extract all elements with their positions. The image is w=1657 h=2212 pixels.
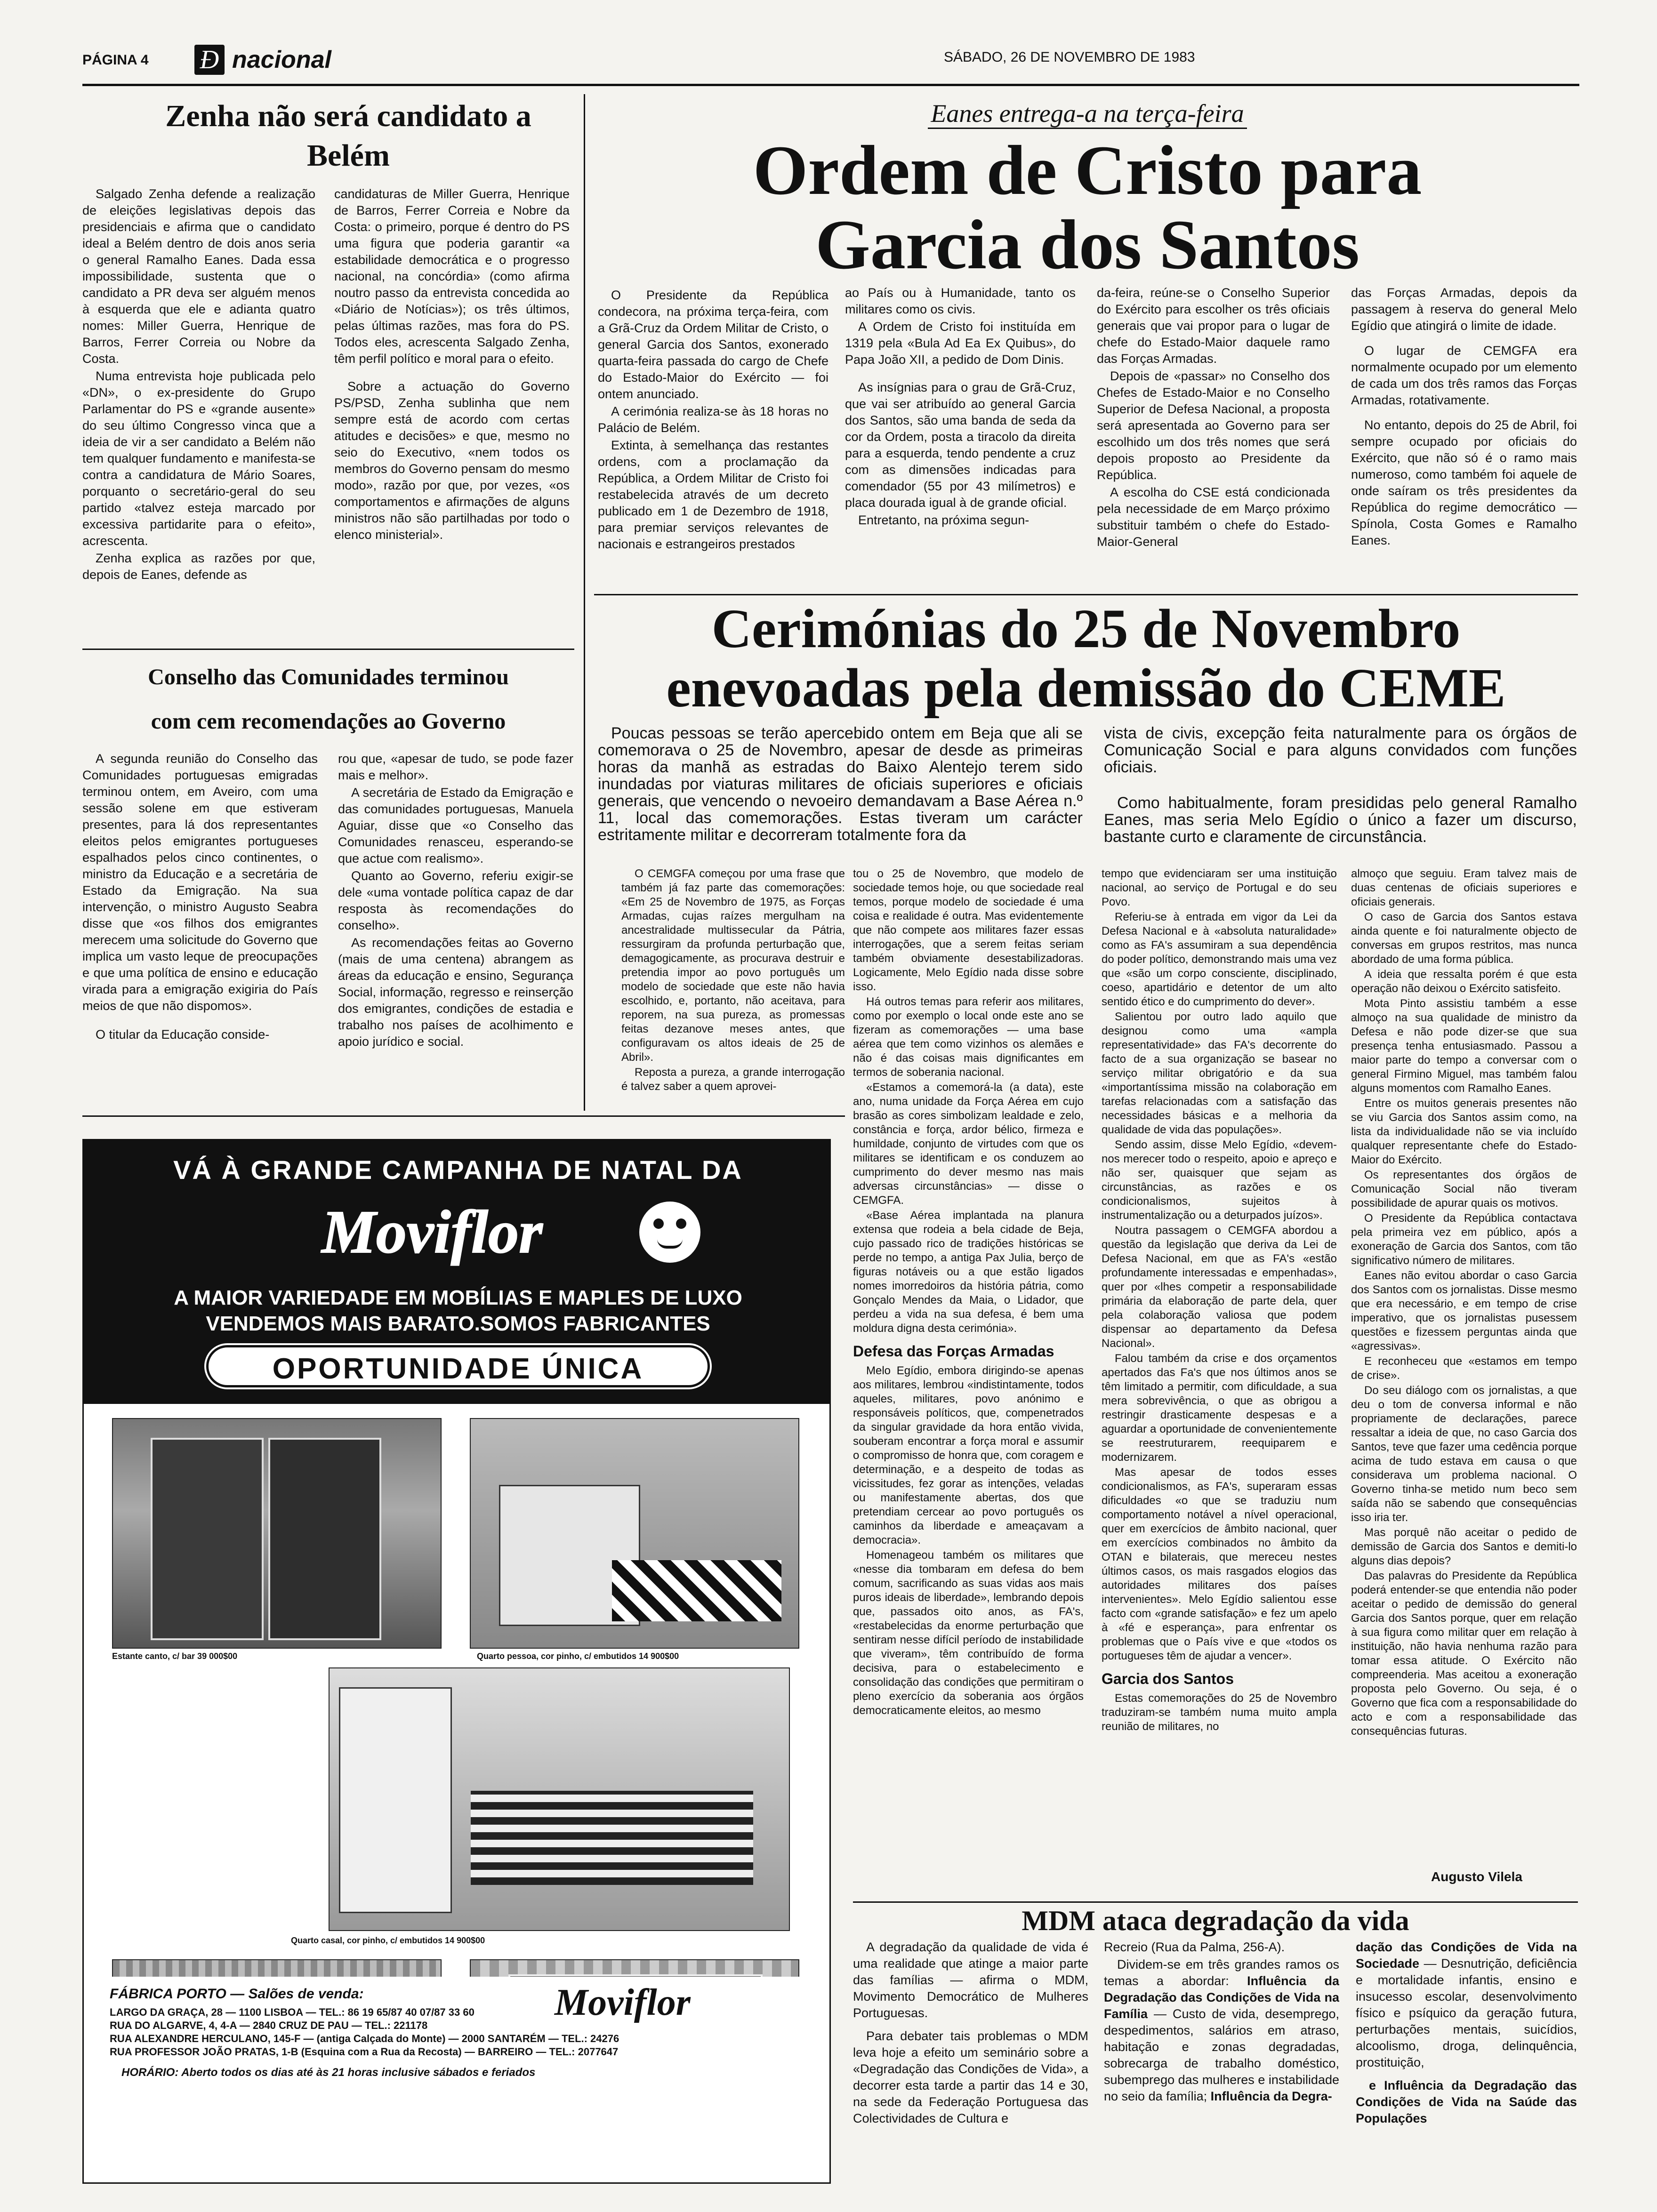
ordem-col-2 bbox=[845, 285, 1076, 588]
theme-2-cont: dação das Condições de Vida na Sociedade bbox=[1356, 1940, 1577, 1971]
address: RUA ALEXANDRE HERCULANO, 145-F — (antiga Calçada do Monte) — 2000 SANTARÉM — TEL.: 24276 bbox=[110, 2033, 619, 2044]
zenha-divider bbox=[82, 649, 574, 650]
paragraph: A secretária de Estado da Emigração e das comunidades portuguesas, Manuela Aguiar, disse que «o Conselho das Comunidades renasceu, esperando-se que actue com realismo». bbox=[338, 785, 573, 866]
zenha-title: Zenha não será candidato a Belém bbox=[165, 99, 531, 173]
conselho-col-1 bbox=[82, 751, 318, 1099]
paragraph: da-feira, reúne-se o Conselho Superior do Exército para escolher os três oficiais generais que vai propor para o lugar de chefe do Estado-Maior daquele ramo das Forças Armadas. bbox=[1097, 286, 1330, 366]
paragraph bbox=[1356, 1939, 1577, 2071]
address-list bbox=[110, 2006, 816, 2059]
masthead bbox=[82, 45, 1579, 82]
lead-paragraph: Poucas pessoas se terão apercebido ontem em Beja que ali se comemorava o 25 de Novembro, apesar de desde as primeiras horas da manhã as estradas do Baixo Alentejo terem sido inundadas por viaturas militares de oficiais superiores e oficiais generais, que vencendo o nevoeiro demandavam a Base Aérea n.º 11, local das comemorações. Estas tiveram um carácter estritamente militar e decorreram totalmente fora da bbox=[598, 725, 1083, 844]
factory-title: FÁBRICA PORTO — Salões de venda: bbox=[110, 1986, 364, 2002]
theme-2: Influência da Degra- bbox=[1210, 2089, 1332, 2103]
mdm-title bbox=[853, 1904, 1578, 1937]
horario: HORÁRIO: Aberto todos os dias até às 21 horas inclusive sábados e feriados bbox=[121, 2066, 536, 2079]
cerimonias-title-2: enevoadas pela demissão do CEME bbox=[666, 657, 1506, 719]
paragraph: Salientou por outro lado aquilo que designou como uma «ampla representatividade» das FA's decorrente do facto de a sua organização se basear no serviço militar obrigatório e da sua «importantíssima missão na colaboração em tarefas relacionadas com a satisfação das necessidades básicas e a melhoria da qualidade de vida das populações». bbox=[1102, 1010, 1337, 1136]
subhead-defesa: Defesa das Forças Armadas bbox=[853, 1343, 1054, 1360]
lead-paragraph: vista de civis, excepção feita naturalmente para os órgãos de Comunicação Social e para alguns convidados com funções oficiais. bbox=[1104, 725, 1577, 776]
photo-estante-canto bbox=[112, 1418, 442, 1649]
cerimonias-lead-right bbox=[1104, 725, 1577, 864]
cerimonias-col-1 bbox=[621, 867, 845, 1112]
paragraph bbox=[1104, 1956, 1339, 2105]
section-name: nacional bbox=[232, 46, 331, 73]
mdm-title-bold: MDM bbox=[1022, 1905, 1095, 1936]
mdm-col-3 bbox=[1356, 1939, 1577, 2203]
paragraph: e Influência da Degradação das Condições de Vida na Saúde das Populações bbox=[1356, 2078, 1577, 2125]
text: — Custo de vida, desemprego, despedimentos, salários em atraso, habitação e zonas degradadas, sobrecarga de trabalho doméstico, subemprego das mulheres e instabilidade no seio da família; bbox=[1104, 2007, 1339, 2103]
kicker-text: Eanes entrega-a na terça-feira bbox=[928, 99, 1247, 129]
paragraph: Numa entrevista hoje publicada pelo «DN», o ex-presidente do Grupo Parlamentar do PS e «grande ausente» do seu último Congresso vinca que a ideia de vir a ser candidato a Belém não tem qualquer fundamento e manifesta-se contra a candidatura de Mário Soares, porquanto o secretário-geral do seu partido «talvez esteja marcado por excessiva partidarite para o efeito», acrescenta. bbox=[82, 369, 315, 548]
cerimonias-col-2 bbox=[853, 867, 1084, 1902]
paragraph: O lugar de CEMGFA era normalmente ocupado por um elemento de cada um dos três ramos das Forças Armadas, rotativamente. bbox=[1351, 344, 1577, 407]
oportunidade-text: OPORTUNIDADE ÚNICA bbox=[272, 1353, 644, 1385]
ad-footer bbox=[84, 1977, 829, 2182]
paragraph: Depois de «passar» no Conselho dos Chefes de Estado-Maior e no Conselho Superior de Defesa Nacional, a proposta será apresentada ao Governo para ser escolhido um dos três nomes que será depois proposto ao Presidente da República. bbox=[1097, 369, 1330, 482]
address: LARGO DA GRAÇA, 28 — 1100 LISBOA — TEL.: 86 19 65/87 40 07/87 33 60 bbox=[110, 2006, 475, 2018]
mdm-col-2 bbox=[1104, 1939, 1339, 2203]
caption: Quarto pessoa, cor pinho, c/ embutidos 14 900$00 bbox=[477, 1651, 679, 1661]
paragraph: As insígnias para o grau de Grã-Cruz, que vai ser atribuído ao general Garcia dos Santos, são uma banda de seda da cor da Ordem, posta a tiracolo da direita para a esquerda, tendo pendente a cruz com as dimensões indicadas para comendador (55 por 43 milímetros) e placa dourada igual à de grande oficial. bbox=[845, 380, 1076, 510]
paragraph: Estas comemorações do 25 de Novembro traduziram-se também numa muito ampla reunião de militares, no bbox=[1102, 1692, 1337, 1733]
paragraph: E reconheceu que «estamos em tempo de crise». bbox=[1351, 1355, 1577, 1382]
mdm-title-rest: ataca degradação da vida bbox=[1095, 1905, 1409, 1936]
ad-banner: VÁ À GRANDE CAMPANHA DE NATAL DA bbox=[173, 1155, 743, 1185]
paragraph: Melo Egídio, embora dirigindo-se apenas aos militares, lembrou «indistintamente, todos aqueles, militares, povo anónimo e responsáveis políticos, que, compenetrados da singular gravidade da hora então vivida, souberam encontrar a força moral e assumir o compromisso de honra que, com coragem e determinação, e a despeito de todas as vicissitudes, fez gorar as intenções, veladas ou manifestamente abertas, dos que pretendiam cercear ao povo português os caminhos da liberdade e ameaçavam a democracia». bbox=[853, 1364, 1084, 1547]
masthead-rule bbox=[82, 84, 1579, 86]
paragraph: almoço que seguiu. Eram talvez mais de duas centenas de oficiais superiores e oficiais generais. bbox=[1351, 867, 1577, 908]
paragraph: «Base Aérea implantada na planura extensa que rodeia a bela cidade de Beja, cujo passado rico de tradições históricas se perde no tempo, a antiga Pax Julia, berço de figuras notáveis ou a que estão ligados nomes imorredoiros da história pátria, como Gonçalo Mendes da Maia, o Lidador, que perdeu a vida na sua defesa, é bem uma moldura digna desta cerimónia». bbox=[853, 1209, 1084, 1335]
paragraph: Entre os muitos generais presentes não se viu Garcia dos Santos assim como, na lista da individualidade não se via incluído qualquer representante chefe do Estado-Maior do Exército. bbox=[1351, 1097, 1577, 1166]
paragraph: Eanes não evitou abordar o caso Garcia dos Santos com os jornalistas. Disse mesmo que era necessário, e em tempo de crise imperativo, que os jornalistas pusessem questões e fizessem perguntas ainda que «agressivas». bbox=[1351, 1269, 1577, 1353]
paragraph: rou que, «apesar de tudo, se pode fazer mais e melhor». bbox=[338, 752, 573, 782]
paragraph: tou o 25 de Novembro, que modelo de sociedade temos hoje, ou que sociedade real temos, porque modelo de sociedade é uma coisa e realidade é outra. Mas evidentemente que não compete aos militares fazer essas interrogações, que a serem feitas seriam também obviamente desestabilizadoras. Logicamente, Melo Egídio nada disse sobre isso. bbox=[853, 867, 1084, 993]
ordem-kicker bbox=[598, 99, 1577, 128]
paragraph: A segunda reunião do Conselho das Comunidades portuguesas emigradas terminou ontem, em Aveiro, com uma sessão solene em que estiveram presentes, para lá dos representantes eleitos pelos emigrantes portugueses espalhados pelos cinco continentes, o ministro da Educação e a secretária de Estado da Emigração. Na sua intervenção, o ministro Augusto Seabra disse que «os filhos dos emigrantes merecem uma solicitude do Governo que implica um vasto leque de preocupações e que uma política de ensino e educação virada para a emigração exigiria do País meios de que não dispomos». bbox=[82, 752, 318, 1013]
cerimonias-title-1: Cerimónias do 25 de Novembro bbox=[711, 598, 1461, 659]
caption: Estante canto, c/ bar 39 000$00 bbox=[112, 1651, 238, 1661]
ad-tagline-2: VENDEMOS MAIS BARATO.SOMOS FABRICANTES bbox=[206, 1312, 710, 1335]
ordem-divider bbox=[594, 594, 1578, 595]
photo-quarto-casal bbox=[329, 1667, 790, 1931]
paragraph: Das palavras do Presidente da República poderá entender-se que entendia não poder aceitar o pedido de demissão do general Garcia dos Santos porque, quer em relação à sua figura como militar quer em relação à instituição, não havia nenhuma razão para tomar essa atitude. O Exército não compreenderia. Mas aceitou a exoneração proposta pelo Governo. Ou seja, é o Governo que fica com a responsabilidade do acto e com a responsabilidade das consequências futuras. bbox=[1351, 1570, 1577, 1738]
paragraph: Noutra passagem o CEMGFA abordou a questão da legislação que deriva da Lei de Defesa Nacional, em que as FA's «estão profundamente interessadas e empenhadas», quer por «lhes competir a responsabilidade primária da elaboração de parte dela, quer pela colaboração valiosa que podem dispensar ao departamento da Defesa Nacional». bbox=[1102, 1224, 1337, 1350]
paragraph: Reposta a pureza, a grande interrogação é talvez saber a quem aprovei- bbox=[621, 1066, 845, 1093]
paragraph: Sendo assim, disse Melo Egídio, «devem-nos merecer todo o respeito, apoio e apreço e não ser, quaisquer que sejam as circunstâncias, as razões e os condicionalismos, sujeitos à instrumentalização ou a deturpados juízos». bbox=[1102, 1138, 1337, 1222]
ordem-title-1: Ordem de Cristo para bbox=[753, 131, 1422, 209]
paragraph: Referiu-se à entrada em vigor da Lei da Defesa Nacional e à «absoluta naturalidade» como as FA's assumiram a sua dependência do poder político, demonstrando mais uma vez que «são um corpo consciente, disciplinado, coeso, apartidário e detentor de um alto sentido ético e do cumprimento do dever». bbox=[1102, 911, 1337, 1008]
paragraph: Quanto ao Governo, referiu exigir-se dele «uma vontade política capaz de dar resposta às recomendações do conselho». bbox=[338, 869, 573, 932]
paragraph: «Estamos a comemorá-la (a data), este ano, numa unidade da Força Aérea em cujo brasão as cores simbolizam lealdade e zelo, constância e força, ardor bélico, firmeza e humildade, conjunto de virtudes com que os militares se identificam e os conduzem ao cumprimento do dever mesmo nas mais adversas circunstâncias» — disse o CEMGFA. bbox=[853, 1081, 1084, 1207]
caption: Quarto casal, cor pinho, c/ embutidos 14 900$00 bbox=[291, 1936, 485, 1945]
paragraph: A degradação da qualidade de vida é uma realidade que atinge a maior parte das famílias — afirma o MDM, Movimento Democrático de Mulheres Portuguesas. bbox=[853, 1940, 1088, 2020]
paragraph: Do seu diálogo com os jornalistas, a que deu o tom de conversa informal e não propriamente de declarações, parece ressaltar a ideia de que, no caso Garcia dos Santos, teve que fazer uma cedência porque acima de tudo estava em causa o que considerava um problema nacional. O Governo tinha-se metido num beco sem saída não se sabendo que consequências isso iria ter. bbox=[1351, 1384, 1577, 1524]
text: — Desnutrição, deficiência e mortalidade infantis, ensino e insucesso escolar, desenvolvimento físico e psíquico da geração futura, perturbações mentais, suicídios, alcoolismo, droga, delinquência, prostituição, bbox=[1356, 1956, 1577, 2069]
ordem-col-4 bbox=[1351, 285, 1577, 588]
paragraph: ao País ou à Humanidade, tanto os militares como os civis. bbox=[845, 286, 1076, 316]
subhead-garcia: Garcia dos Santos bbox=[1102, 1670, 1234, 1687]
paragraph: A escolha do CSE está condicionada pela necessidade de em Março próximo substituir também o chefe do Estado-Maior-General bbox=[1097, 485, 1330, 549]
address: RUA DO ALGARVE, 4, 4-A — 2840 CRUZ DE PAU — TEL.: 221178 bbox=[110, 2020, 428, 2031]
page-date: SÁBADO, 26 DE NOVEMBRO DE 1983 bbox=[944, 49, 1195, 65]
paragraph: das Forças Armadas, depois da passagem à reserva do general Melo Egídio que atingirá o limite de idade. bbox=[1351, 286, 1577, 333]
address: RUA PROFESSOR JOÃO PRATAS, 1-B (Esquina com a Rua da Recosta) — BARREIRO — TEL.: 2077647 bbox=[110, 2046, 619, 2058]
mascot-icon bbox=[639, 1202, 700, 1263]
cerimonias-col-3 bbox=[1102, 867, 1337, 1902]
paragraph: candidaturas de Miller Guerra, Henrique de Barros, Ferrer Correia e Nobre da Costa: o primeiro, porque é dentro do PS uma figura que poderia garantir «a estabilidade democrática e o progresso nacional, na concórdia» (como afirma noutro passo da entrevista concedida ao «Diário de Notícias»); os três últimos, pelas últimas razões, mas fora do PS. Todos eles, acrescenta Salgado Zenha, têm perfil político e moral para o efeito. bbox=[334, 187, 570, 366]
paragraph: Sobre a actuação do Governo PS/PSD, Zenha sublinha que nem sempre está de acordo com certas atitudes e decisões» e que, mesmo no seio do Executivo, «nem todos os membros do Governo pensam do mesmo modo», razão por que, por vezes, «os comportamentos e afirmações de alguns ministros não são partilhadas por todo o elenco ministerial». bbox=[334, 379, 570, 542]
paragraph: O titular da Educação conside- bbox=[96, 1027, 270, 1042]
paragraph: A ideia que ressalta porém é que esta operação não deixou o Exército satisfeito. bbox=[1351, 968, 1577, 995]
section-logo-icon: Ɖ bbox=[194, 45, 225, 75]
conselho-col-2 bbox=[338, 751, 573, 1099]
paragraph: Falou também da crise e dos orçamentos apertados das Fa's que nos últimos anos se têm limitado a permitir, com dificuldade, a sua mera sobrevivência, o que as obrigou a restringir drasticamente despesas e a aguardar a oportunidade de convenientemente se reestruturarem, reequiparem e modernizarem. bbox=[1102, 1352, 1337, 1464]
paragraph: Zenha explica as razões por que, depois de Eanes, defende as bbox=[82, 551, 315, 582]
vertical-divider bbox=[584, 94, 585, 1111]
oportunidade-box bbox=[206, 1345, 710, 1387]
paragraph: tempo que evidenciaram ser uma instituição nacional, ao serviço de Portugal e do seu Povo. bbox=[1102, 867, 1337, 908]
paragraph: Extinta, à semelhança das restantes ordens, com a proclamação da República, a Ordem Militar de Cristo foi restabelecida através de um decreto publicado em 1 de Dezembro de 1918, para premiar serviços relevantes de nacionais e estrangeiros prestados bbox=[598, 438, 828, 551]
paragraph: A Ordem de Cristo foi instituída em 1319 pela «Bula Ad Ea Ex Quibus», do Papa João XII, a pedido de Dom Dinis. bbox=[845, 320, 1076, 367]
paragraph: Entretanto, na próxima segun- bbox=[858, 513, 1030, 527]
paragraph: O Presidente da República condecora, na próxima terça-feira, com a Grã-Cruz da Ordem Militar de Cristo, o general Garcia dos Santos, exonerado quarta-feira passada do cargo de Chefe do Estado-Maior do Exército — foi ontem anunciado. bbox=[598, 288, 828, 401]
paragraph: Há outros temas para referir aos militares, como por exemplo o local onde este ano se fizeram as comemorações — uma base aérea que tem como vizinhos os alemães e não é das coisas mais dignificantes em termos de soberania nacional. bbox=[853, 995, 1084, 1079]
paragraph: Homenageou também os militares que «nesse dia tombaram em defesa do bem comum, sacrificando as suas vidas aos mais puros ideais de liberdade», lembrando depois que, passados oito anos, as FA's, «restabelecidas da enorme perturbação que sentiram nesse difícil período de instabilidade que viveram», têm contribuído de forma decisiva, para o estabelecimento e consolidação das condições que permitiram o pleno exercício da soberania aos órgãos democraticamente eleitos, ao mesmo bbox=[853, 1549, 1084, 1717]
ad-header bbox=[84, 1140, 831, 1404]
paragraph: O Presidente da República contactava pela primeira vez em público, após a exoneração de Garcia dos Santos, com tão significativo número de militares. bbox=[1351, 1212, 1577, 1267]
paragraph: O CEMGFA começou por uma frase que também já faz parte das comemorações: «Em 25 de Novembro de 1975, as Forças Armadas, cujas raízes mergulham na ancestralidade multissecular da Pátria, ressurgiram da profunda perturbação que, demagogicamente, as procurava destruir e pretendia impor ao povo português um modelo de sociedade que este não havia escolhido, e, portanto, não aceitava, para reporem, na sua pureza, as promessas feitas dezanove meses antes, que configuravam os altos ideais de 25 de Abril». bbox=[621, 867, 845, 1064]
paragraph: No entanto, depois do 25 de Abril, foi sempre ocupado por oficiais do Exército, que não só é o ramo mais numeroso, como também foi aquele de onde saíram os três presidentes da República do regime democrático — Spínola, Costa Gomes e Ramalho Eanes. bbox=[1351, 418, 1577, 547]
lead-paragraph: Como habitualmente, foram presididas pelo general Ramalho Eanes, mas seria Melo Egídio o único a fazer um discurso, bastante curto e claramente de circunstância. bbox=[1104, 794, 1577, 846]
ordem-col-1 bbox=[598, 287, 828, 588]
paragraph: A cerimónia realiza-se às 18 horas no Palácio de Belém. bbox=[598, 404, 828, 435]
zenha-col-1 bbox=[82, 186, 315, 638]
page-number: PÁGINA 4 bbox=[82, 52, 149, 68]
ad-brand-logo: Moviflor bbox=[322, 1198, 543, 1266]
paragraph: O caso de Garcia dos Santos estava ainda quente e foi naturalmente objecto de conversas em grupos restritos, mas nunca abordado de uma forma pública. bbox=[1351, 911, 1577, 966]
cerimonias-bottom-divider bbox=[853, 1901, 1578, 1903]
ad-footer-logo: Moviflor bbox=[555, 1982, 691, 2023]
conselho-title-1: Conselho das Comunidades terminou bbox=[148, 665, 509, 689]
paragraph: As recomendações feitas ao Governo (mais de uma centena) abrangem as áreas da educação e ensino, Segurança Social, informação, regresso e reinserção dos emigrantes, condições de estadia e trabalho nos países de acolhimento e apoio jurídico e social. bbox=[338, 936, 573, 1049]
paragraph: Para debater tais problemas o MDM leva hoje a efeito um seminário sobre a «Degradação das Condições de Vida», a decorrer esta tarde a partir das 14 e 30, na sede da Federação Portuguesa das Colectividades de Cultura e bbox=[853, 2029, 1088, 2125]
mdm-col-1 bbox=[853, 1939, 1088, 2203]
ordem-title-2: Garcia dos Santos bbox=[815, 206, 1359, 284]
conselho-divider bbox=[82, 1115, 845, 1117]
theme-1: Influência da Degradação das Condições de Vida na Família bbox=[1104, 1974, 1339, 2021]
paragraph: Salgado Zenha defende a realização de eleições legislativas depois das presidenciais e afirma que o candidato ideal a Belém dentro de dois anos seria o general Ramalho Eanes. Dada essa impossibilidade, sustenta que o candidato a PR deva ser alguém menos à esquerda que ele e adianta quatro nomes: Miller Guerra, Henrique de Barros, Ferrer Correia ou Nobre da Costa. bbox=[82, 187, 315, 366]
paragraph: Os representantes dos órgãos de Comunicação Social não tiveram possibilidade de apurar quais os motivos. bbox=[1351, 1169, 1577, 1210]
paragraph: Mota Pinto assistiu também a esse almoço na sua qualidade de ministro da Defesa e não pode dizer-se que sua presença tenha entusiasmado. Passou a maior parte do tempo a conversar com o general Firmino Miguel, mas também falou alguns momentos com Ramalho Eanes. bbox=[1351, 997, 1577, 1095]
byline: Augusto Vilela bbox=[1431, 1869, 1522, 1884]
photo-quarto-pessoa bbox=[470, 1418, 799, 1649]
paragraph: Mas apesar de todos esses condicionalismos, as FA's, superaram essas dificuldades «o que se traduziu num comportamento notável a nível operacional, quer em exercícios de âmbito nacional, quer em exercícios combinados no âmbito da OTAN e bilaterais, que mereceu nestes últimos casos, os mais rasgados elogios das autoridades militares dos países intervenientes». Melo Egídio salientou esse facto com «grande satisfação» e fez um apelo à «fé e esperança», para enfrentar os problemas que o País vive e que «todos os portugueses têm de ajudar a vencer». bbox=[1102, 1466, 1337, 1662]
zenha-col-2 bbox=[334, 186, 570, 638]
cerimonias-col-4 bbox=[1351, 867, 1577, 1869]
paragraph: Recreio (Rua da Palma, 256-A). bbox=[1104, 1940, 1285, 1954]
paragraph: Mas porquê não aceitar o pedido de demissão de Garcia dos Santos e demiti-lo alguns dias depois? bbox=[1351, 1526, 1577, 1567]
cerimonias-lead-left bbox=[598, 725, 1083, 864]
ad-tagline-1: A MAIOR VARIEDADE EM MOBÍLIAS E MAPLES DE LUXO bbox=[174, 1286, 742, 1309]
conselho-title-2: com cem recomendações ao Governo bbox=[151, 709, 506, 734]
ordem-col-3 bbox=[1097, 285, 1330, 588]
text: Dividem-se em três grandes ramos os temas a abordar: bbox=[1104, 1957, 1339, 1988]
